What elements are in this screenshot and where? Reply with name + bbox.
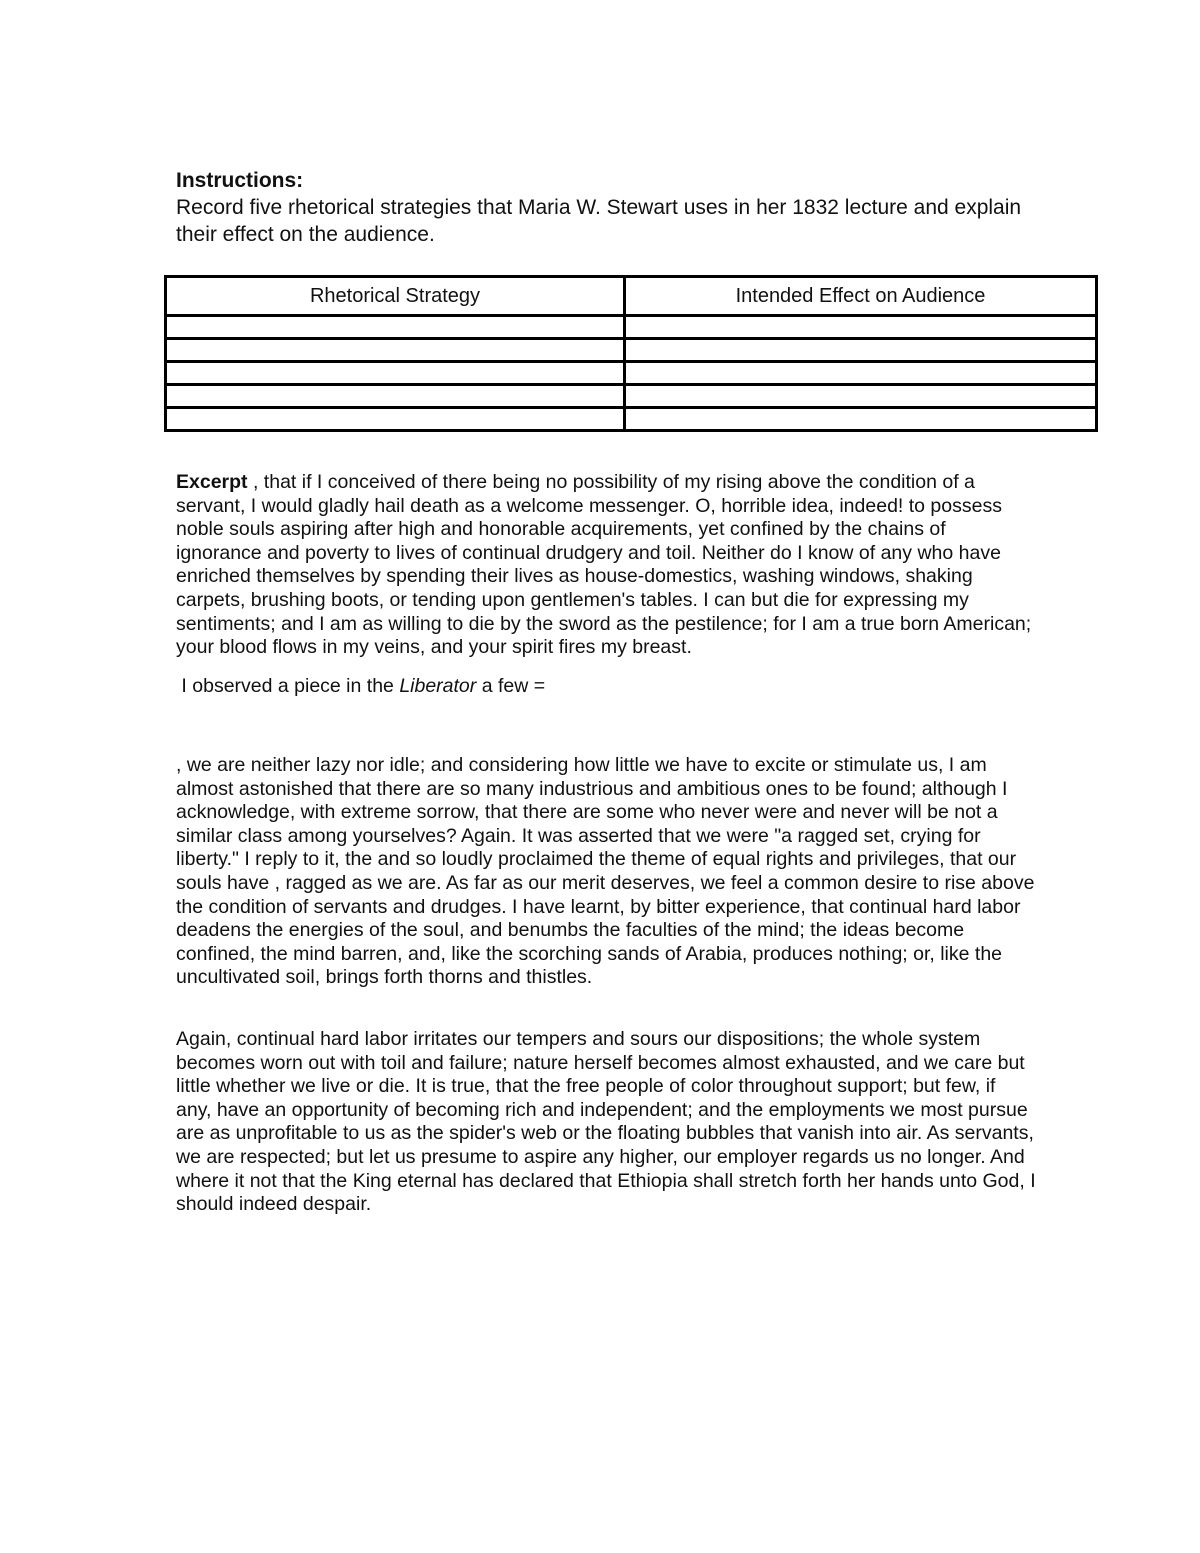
table-cell-effect[interactable]: [625, 408, 1097, 431]
excerpt-label: Excerpt: [176, 471, 248, 493]
table-row: [166, 316, 1097, 339]
instructions-body: Record five rhetorical strategies that Maria W. Stewart uses in her 1832 lecture and explain their effect on the audience.: [176, 196, 1022, 246]
excerpt-text: , that if I conceived of there being no possibility of my rising above the condition of a servant, I would gladly hail death as a welcome messenger. O, horrible idea, indeed! to possess noble souls aspiring after high and honorable acquirements, yet confined by the chains of ignorance and poverty to lives of continual drudgery and toil. Neither do I know of any who have enriched themselves by spending their lives as house-domestics, washing windows, shaking carpets, brushing boots, or tending upon gentlemen's tables. I can but die for expressing my sentiments; and I am as willing to die by the sword as the pestilence; for I am a true born American; your blood flows in my veins, and your spirit fires my breast.: [176, 471, 1032, 659]
table-row: [166, 362, 1097, 385]
table-cell-strategy[interactable]: [166, 339, 625, 362]
table-cell-effect[interactable]: [625, 316, 1097, 339]
table-cell-strategy[interactable]: [166, 316, 625, 339]
excerpt-paragraph: [176, 471, 1036, 660]
table-cell-effect[interactable]: [625, 362, 1097, 385]
header-intended-effect: Intended Effect on Audience: [625, 277, 1097, 316]
table-cell-strategy[interactable]: [166, 385, 625, 408]
table-row: [166, 385, 1097, 408]
table-cell-strategy[interactable]: [166, 362, 625, 385]
liberator-title: Liberator: [399, 675, 477, 697]
table-row: [166, 408, 1097, 431]
body-paragraph-second: , we are neither lazy nor idle; and considering how little we have to excite or stimulate us, I am almost astonished that there are so many industrious and ambitious ones to be found; although I acknowledge, with extreme sorrow, that there are some who never were and never will be not a similar class among yourselves? Again. It was asserted that we were "a ragged set, crying for liberty." I reply to it, the and so loudly proclaimed the theme of equal rights and privileges, that our souls have , ragged as we are. As far as our merit deserves, we feel a common desire to rise above the condition of servants and drudges. I have learnt, by bitter experience, that continual hard labor deadens the energies of the soul, and benumbs the faculties of the mind; the ideas become confined, the mind barren, and, like the scorching sands of Arabia, produces nothing; or, like the uncultivated soil, brings forth thorns and thistles.: [176, 754, 1035, 989]
instructions-section: [176, 168, 1036, 248]
table-cell-effect[interactable]: [625, 385, 1097, 408]
observed-prefix: I observed a piece in the: [176, 675, 400, 697]
table-row: [166, 339, 1097, 362]
observed-line: [176, 675, 1036, 699]
table-cell-strategy[interactable]: [166, 408, 625, 431]
header-rhetorical-strategy: Rhetorical Strategy: [166, 277, 625, 316]
table-cell-effect[interactable]: [625, 339, 1097, 362]
table-header-row: [166, 277, 1097, 316]
observed-suffix: a few =: [476, 675, 546, 697]
body-paragraph-third: Again, continual hard labor irritates our tempers and sours our dispositions; the whole system becomes worn out with toil and failure; nature herself becomes almost exhausted, and we care but little whether we live or die. It is true, that the free people of color throughout support; but few, if any, have an opportunity of becoming rich and independent; and the employments we most pursue are as unprofitable to us as the spider's web or the floating bubbles that vanish into air. As servants, we are respected; but let us presume to aspire any higher, our employer regards us no longer. And where it not that the King eternal has declared that Ethiopia shall stretch forth her hands unto God, I should indeed despair.: [176, 1028, 1036, 1216]
instructions-heading: Instructions:: [176, 169, 304, 192]
rhetorical-strategy-table: [164, 275, 1098, 432]
